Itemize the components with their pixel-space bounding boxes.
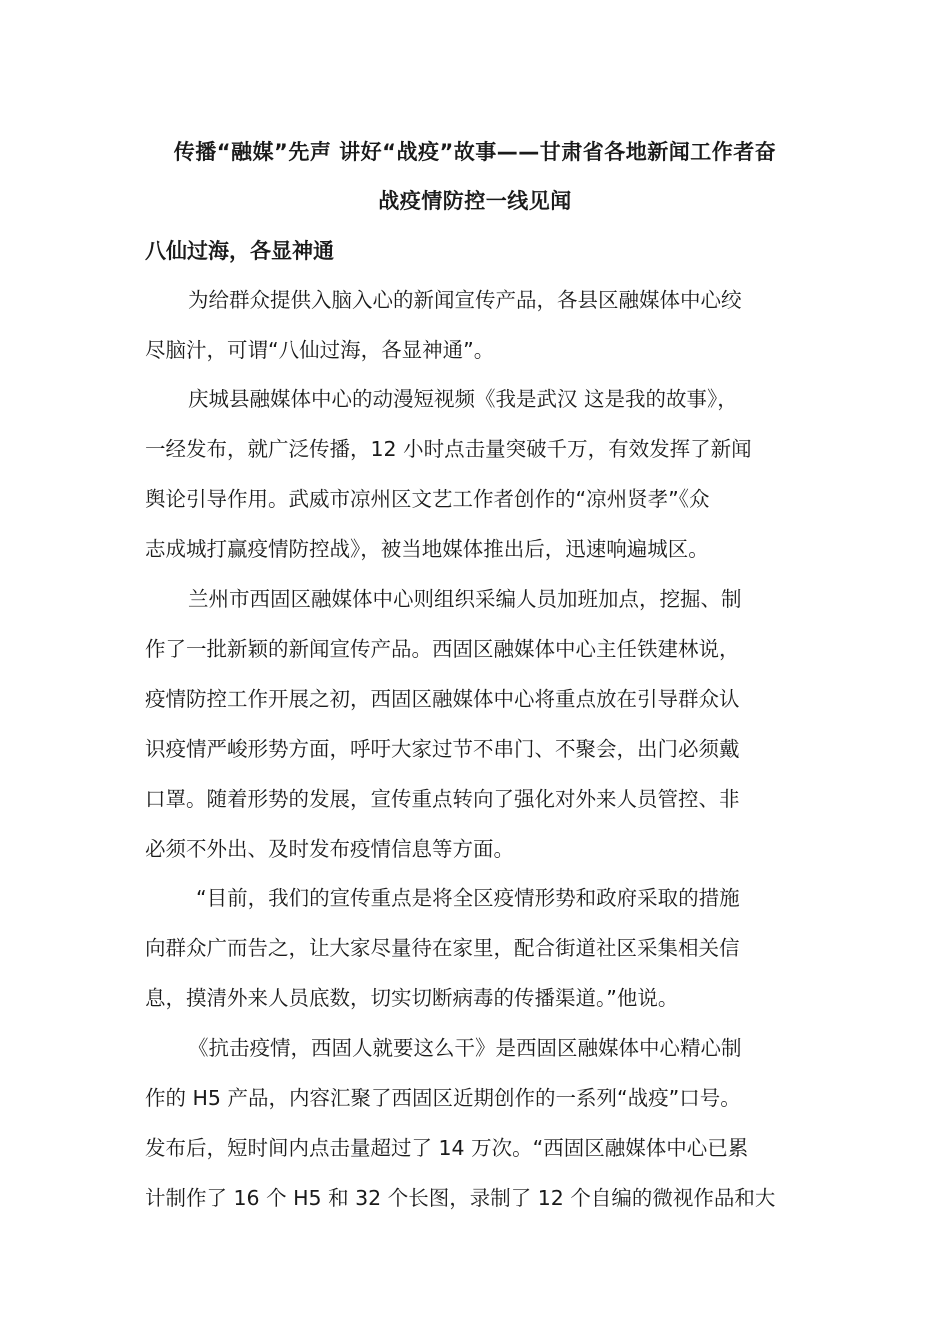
body-line: 向群众广而告之，让大家尽量待在家里，配合街道社区采集相关信	[145, 936, 740, 960]
body-line: 计制作了 16 个 H5 和 32 个长图，录制了 12 个自编的微视作品和大	[145, 1186, 776, 1210]
body-line: 必须不外出、及时发布疫情信息等方面。	[145, 837, 514, 861]
body-line: 志成城打赢疫情防控战》，被当地媒体推出后，迅速响遍城区。	[145, 537, 709, 561]
body-line: 口罩。随着形势的发展，宣传重点转向了强化对外来人员管控、非	[145, 787, 740, 811]
body-line: 发布后，短时间内点击量超过了 14 万次。“西固区融媒体中心已累	[145, 1136, 749, 1160]
body-line: 作了一批新颖的新闻宣传产品。西固区融媒体中心主任铁建林说，	[145, 637, 740, 661]
body-line: 为给群众提供入脑入心的新闻宣传产品，各县区融媒体中心绞	[188, 288, 742, 312]
body-line: 作的 H5 产品，内容汇聚了西固区近期创作的一系列“战疫”口号。	[145, 1086, 741, 1110]
article-title-line-1: 传播“融媒”先声 讲好“战疫”故事——甘肃省各地新闻工作者奋	[173, 140, 777, 164]
body-line: 识疫情严峻形势方面，呼吁大家过节不串门、不聚会，出门必须戴	[145, 737, 740, 761]
body-line: 一经发布，就广泛传播，12 小时点击量突破千万，有效发挥了新闻	[145, 437, 752, 461]
article-title-line-2: 战疫情防控一线见闻	[378, 189, 572, 213]
section-heading: 八仙过海，各显神通	[145, 239, 334, 263]
body-line: 兰州市西固区融媒体中心则组织采编人员加班加点，挖掘、制	[188, 587, 742, 611]
body-line: 庆城县融媒体中心的动漫短视频《我是武汉 这是我的故事》，	[188, 387, 738, 411]
body-line: 疫情防控工作开展之初，西固区融媒体中心将重点放在引导群众认	[145, 687, 740, 711]
body-line: 舆论引导作用。武威市凉州区文艺工作者创作的“凉州贤孝”《众	[145, 487, 710, 511]
body-line: 息，摸清外来人员底数，切实切断病毒的传播渠道。”他说。	[145, 986, 679, 1010]
body-line: 尽脑汁，可谓“八仙过海，各显神通”。	[145, 338, 495, 362]
body-line: “目前，我们的宣传重点是将全区疫情形势和政府采取的措施	[196, 886, 740, 910]
body-line: 《抗击疫情，西固人就要这么干》是西固区融媒体中心精心制	[188, 1036, 742, 1060]
